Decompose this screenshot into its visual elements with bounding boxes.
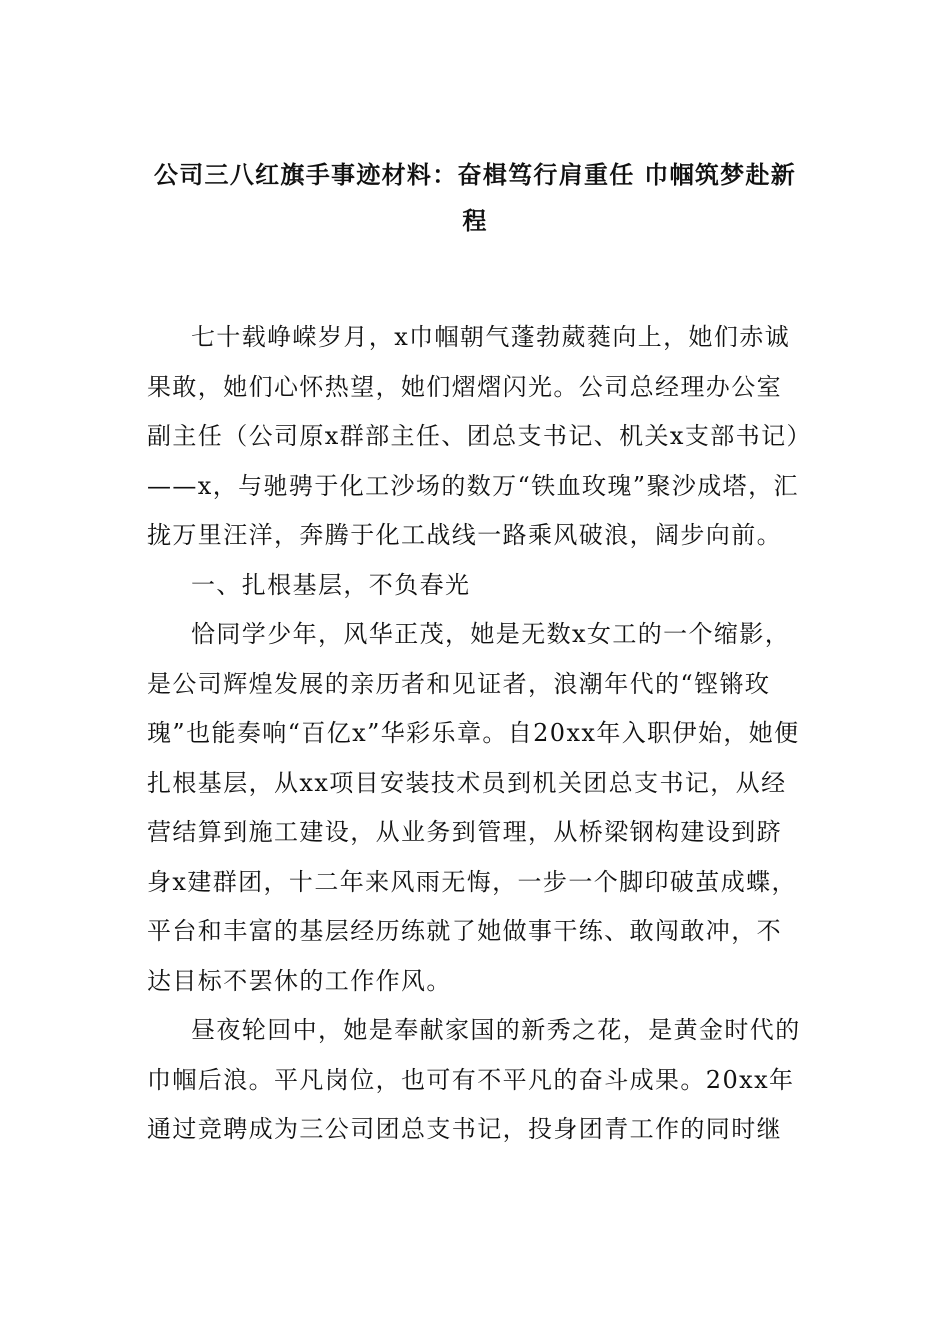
paragraph-section-2: 昼夜轮回中，她是奉献家国的新秀之花，是黄金时代的巾帼后浪。平凡岗位，也可有不平凡的奋斗成果。20xx年通过竞聘成为三公司团总支书记，投身团青工作的同时继	[147, 1016, 801, 1143]
paragraph-section-1: 恰同学少年，风华正茂，她是无数x女工的一个缩影，是公司辉煌发展的亲历者和见证者，浪潮年代的“铿锵玫瑰”也能奏响“百亿x”华彩乐章。自20xx年入职伊始，她便扎根基层，从xx项目安装技术员到机关团总支书记，从经营结算到施工建设，从业务到管理，从桥梁钢构建设到跻身x建群团，十二年来风雨无悔，一步一个脚印破茧成蝶，平台和丰富的基层经历练就了她做事干练、敢闯敢冲，不达目标不罢休的工作作风。	[147, 620, 800, 995]
paragraph-intro: 七十载峥嵘岁月，x巾帼朝气蓬勃葳蕤向上，她们赤诚果敢，她们心怀热望，她们熠熠闪光。公司总经理办公室副主任（公司原x群部主任、团总支书记、机关x支部书记）——x，与驰骋于化工沙场的数万“铁血玫瑰”聚沙成塔，汇拢万里汪洋，奔腾于化工战线一路乘风破浪，阔步向前。	[147, 323, 800, 549]
section-heading: 一、扎根基层，不负春光	[191, 570, 471, 599]
document-title: 公司三八红旗手事迹材料：奋楫笃行肩重任 巾帼筑梦赴新程	[153, 161, 797, 235]
document-body	[147, 313, 807, 1155]
